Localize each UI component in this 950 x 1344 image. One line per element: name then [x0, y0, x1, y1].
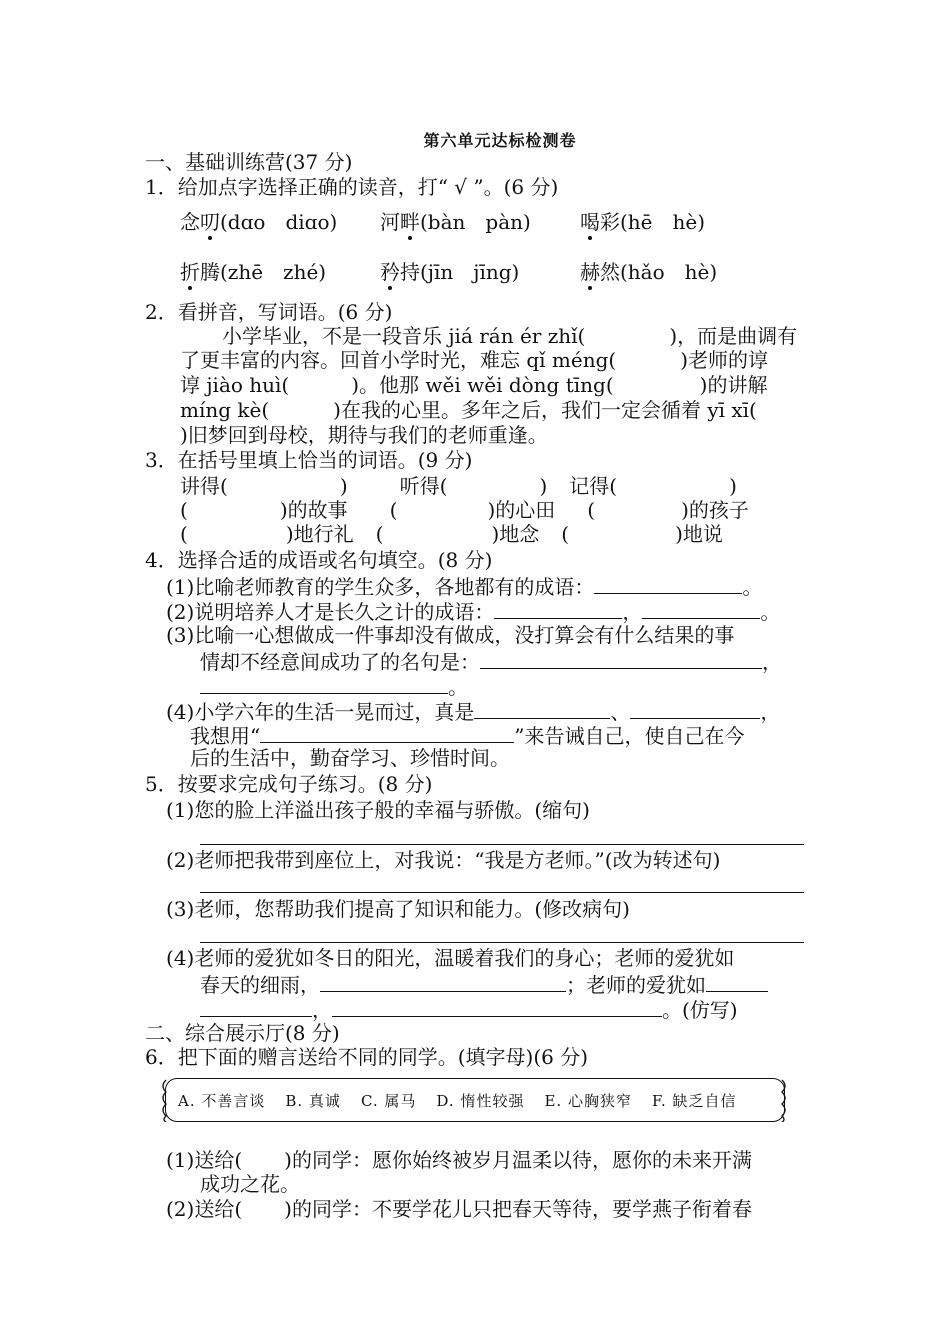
q5-item-2: (2)老师把我带到座位上，对我说：“我是方老师。”(改为转述句)	[166, 848, 721, 872]
q5-answer-line-3[interactable]	[200, 942, 804, 943]
q2-line-5: )旧梦回到母校，期待与我们的老师重逢。	[180, 423, 548, 447]
q5-answer-line-1[interactable]	[200, 844, 804, 845]
section-1-heading: 一、基础训练营(37 分)	[145, 150, 353, 174]
q3-row-2: ( )的故事 ( )的心田 ( )的孩子	[180, 498, 749, 522]
q5-item-4: (4)老师的爱犹如冬日的阳光，温暖着我们的身心；老师的爱犹如	[166, 946, 735, 970]
option-c: C. 属马	[360, 1091, 417, 1110]
q6-stem: 6．把下面的赠言送给不同的同学。(填字母)(6 分)	[145, 1045, 589, 1069]
q1-stem: 1．给加点字选择正确的读音，打“ √ ”。(6 分)	[145, 175, 559, 199]
q1-item-2: 河畔(bàn pàn)	[380, 210, 531, 234]
q2-line-2: 了更丰富的内容。回首小学时光，难忘 qǐ méng( )老师的谆	[180, 348, 769, 372]
q2-line-4: míng kè( )在我的心里。多年之后，我们一定会循着 yī xī(	[180, 398, 757, 422]
option-f: F. 缺乏自信	[651, 1091, 737, 1110]
q4-item-3-cont: 情却不经意间成功了的名句是： ，	[200, 650, 782, 674]
q4-item-4-cont: 我想用“ ”来告诫自己，使自己在今	[190, 724, 745, 748]
q6-item-1-cont: 成功之花。	[200, 1172, 300, 1196]
q1-item-1: 念叨(dɑo diɑo)	[180, 210, 338, 234]
q1-item-6: 赫然(hǎo hè)	[580, 260, 718, 284]
q1-item-3: 喝彩(hē hè)	[580, 210, 706, 234]
option-a: A. 不善言谈	[178, 1091, 266, 1110]
q4-item-3-blank: 。	[200, 673, 468, 699]
option-e: E. 心胸狭窄	[544, 1091, 632, 1110]
gift-options-box	[165, 1078, 785, 1122]
q2-line-3: 谆 jiào huì( )。他那 wěi wěi dòng tīng( )的讲解	[180, 373, 768, 397]
q2-stem: 2．看拼音，写词语。(6 分)	[145, 300, 393, 324]
q4-item-2: (2)说明培养人才是长久之计的成语： ， 。	[166, 600, 781, 624]
q1-item-5: 矜持(jīn jīng)	[380, 260, 520, 284]
box-right-wave	[780, 1078, 790, 1122]
q3-row-3: ( )地行礼 ( )地念 ( )地说	[180, 522, 723, 546]
q4-item-4: (4)小学六年的生活一晃而过，真是 、 ，	[166, 700, 781, 724]
q5-item-4-end: ， 。(仿写)	[200, 996, 738, 1022]
q3-stem: 3．在括号里填上恰当的词语。(9 分)	[145, 448, 473, 472]
q6-item-2: (2)送给( )的同学：不要学花儿只把春天等待，要学燕子衔着春	[166, 1197, 752, 1221]
box-left-wave	[158, 1078, 168, 1122]
option-d: D. 惰性较强	[436, 1091, 525, 1110]
q3-row-1: 讲得( ) 听得( ) 记得( )	[180, 474, 737, 498]
section-2-heading: 二、综合展示厅(8 分)	[145, 1021, 340, 1045]
q5-answer-line-2[interactable]	[200, 892, 804, 893]
q4-stem: 4．选择合适的成语或名句填空。(8 分)	[145, 548, 493, 572]
q2-line-1: 小学毕业，不是一段音乐 jiá rán ér zhǐ( )，而是曲调有	[222, 324, 798, 348]
q1-item-4: 折腾(zhē zhé)	[180, 260, 327, 284]
q4-item-3: (3)比喻一心想做成一件事却没有做成，没打算会有什么结果的事	[166, 623, 735, 647]
q5-item-4-cont: 春天的细雨， ；老师的爱犹如	[200, 971, 768, 997]
q4-item-4-end: 后的生活中，勤奋学习、珍惜时间。	[190, 746, 510, 770]
q5-stem: 5．按要求完成句子练习。(8 分)	[145, 772, 433, 796]
option-b: B. 真诚	[285, 1091, 341, 1110]
page-title: 第六单元达标检测卷	[423, 131, 577, 150]
q6-item-1: (1)送给( )的同学：愿你始终被岁月温柔以待，愿你的未来开满	[166, 1148, 752, 1172]
q4-item-1: (1)比喻老师教育的学生众多，各地都有的成语： 。	[166, 575, 763, 599]
q5-item-3: (3)老师，您帮助我们提高了知识和能力。(修改病句)	[166, 897, 630, 921]
q5-item-1: (1)您的脸上洋溢出孩子般的幸福与骄傲。(缩句)	[166, 798, 590, 822]
